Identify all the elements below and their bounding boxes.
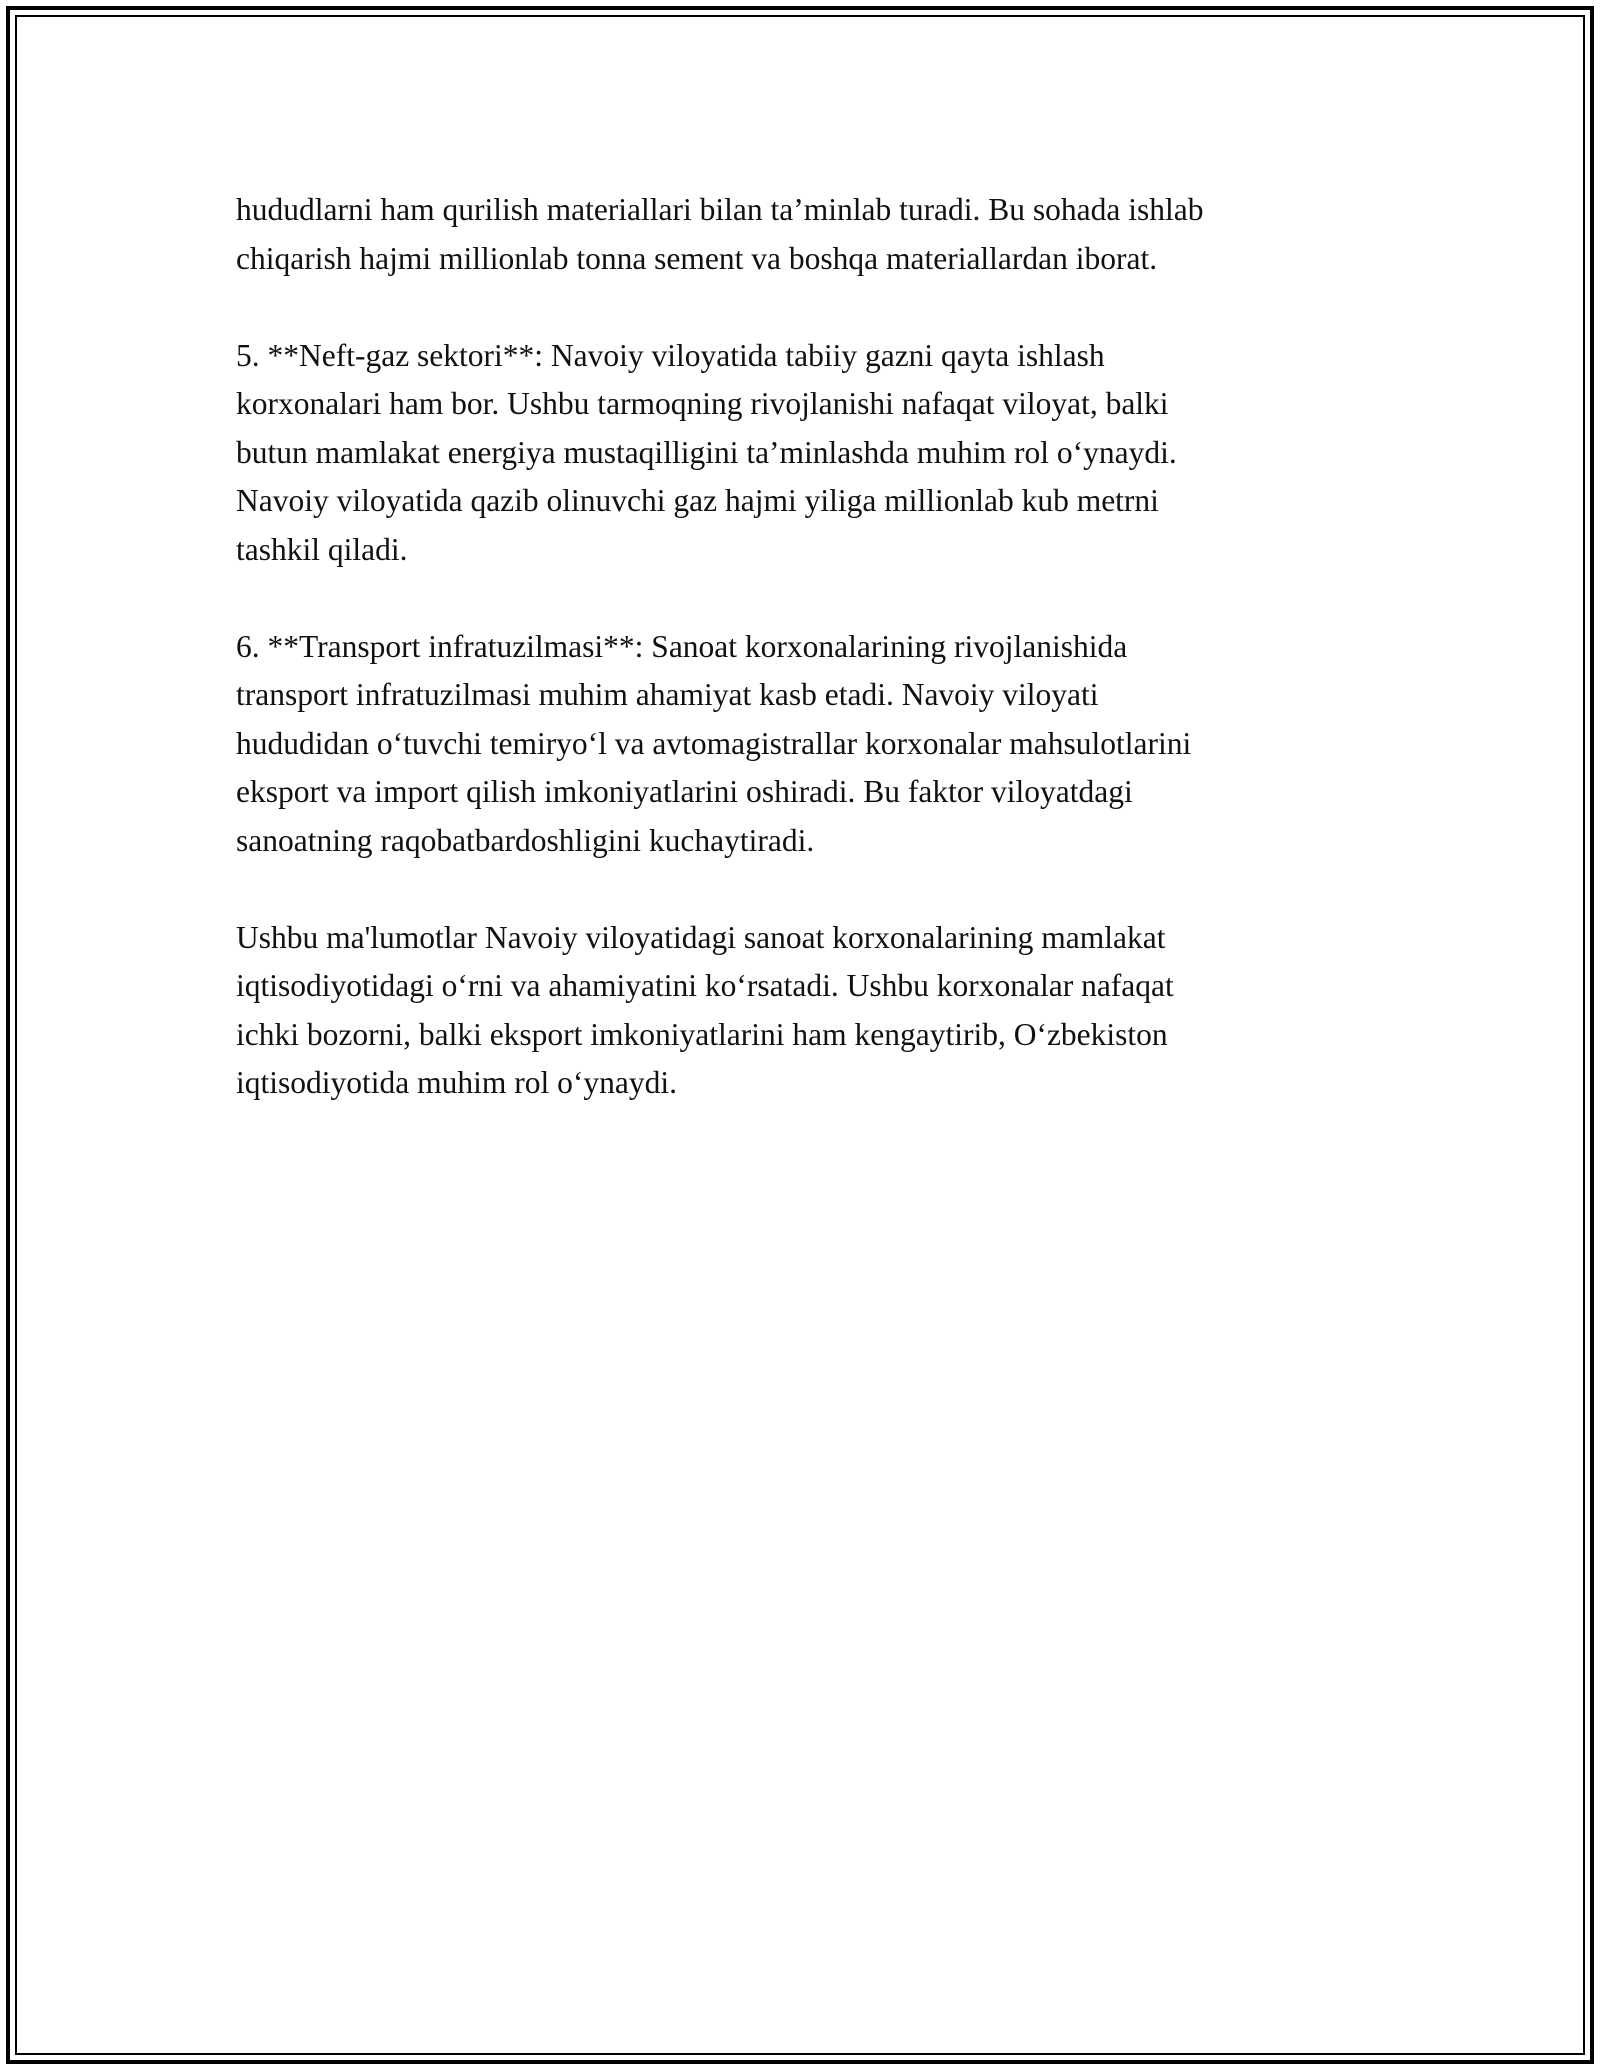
text-line: sanoatning raqobatbardoshligini kuchaytiradi. bbox=[236, 822, 815, 858]
text-line: eksport va import qilish imkoniyatlarini oshiradi. Bu faktor viloyatdagi bbox=[236, 774, 1133, 809]
text-line: Ushbu ma'lumotlar Navoiy viloyatidagi sanoat korxonalarining mamlakat bbox=[236, 919, 1166, 955]
paragraph-construction-materials bbox=[236, 186, 1396, 283]
paragraph-oil-gas-sector bbox=[236, 332, 1396, 575]
text-line: chiqarish hajmi millionlab tonna sement va boshqa materiallardan iborat. bbox=[236, 240, 1158, 276]
text-line: ichki bozorni, balki eksport imkoniyatlarini ham kengaytirib, O‘zbekiston bbox=[236, 1016, 1168, 1052]
text-line: transport infratuzilmasi muhim ahamiyat kasb etadi. Navoiy viloyati bbox=[236, 677, 1099, 712]
text-line: butun mamlakat energiya mustaqilligini ta’minlashda muhim rol o‘ynaydi. bbox=[236, 434, 1177, 470]
text-line: 6. **Transport infratuzilmasi**: Sanoat korxonalarining rivojlanishida bbox=[236, 628, 1128, 664]
text-line: iqtisodiyotidagi o‘rni va ahamiyatini ko‘rsatadi. Ushbu korxonalar nafaqat bbox=[236, 968, 1174, 1003]
text-line: iqtisodiyotida muhim rol o‘ynaydi. bbox=[236, 1065, 677, 1100]
text-line: korxonalari ham bor. Ushbu tarmoqning rivojlanishi nafaqat viloyat, balki bbox=[236, 386, 1169, 421]
text-line: 5. **Neft-gaz sektori**: Navoiy viloyatida tabiiy gazni qayta ishlash bbox=[236, 337, 1105, 373]
document-body bbox=[236, 186, 1396, 1156]
paragraph-transport-infrastructure bbox=[236, 623, 1396, 866]
text-line: Navoiy viloyatida qazib olinuvchi gaz hajmi yiliga millionlab kub metrni bbox=[236, 483, 1159, 518]
text-line: tashkil qiladi. bbox=[236, 531, 408, 567]
paragraph-conclusion bbox=[236, 914, 1396, 1108]
text-line: hududlarni ham qurilish materiallari bilan ta’minlab turadi. Bu sohada ishlab bbox=[236, 192, 1204, 227]
text-line: hududidan o‘tuvchi temiryo‘l va avtomagistrallar korxonalar mahsulotlarini bbox=[236, 725, 1192, 761]
